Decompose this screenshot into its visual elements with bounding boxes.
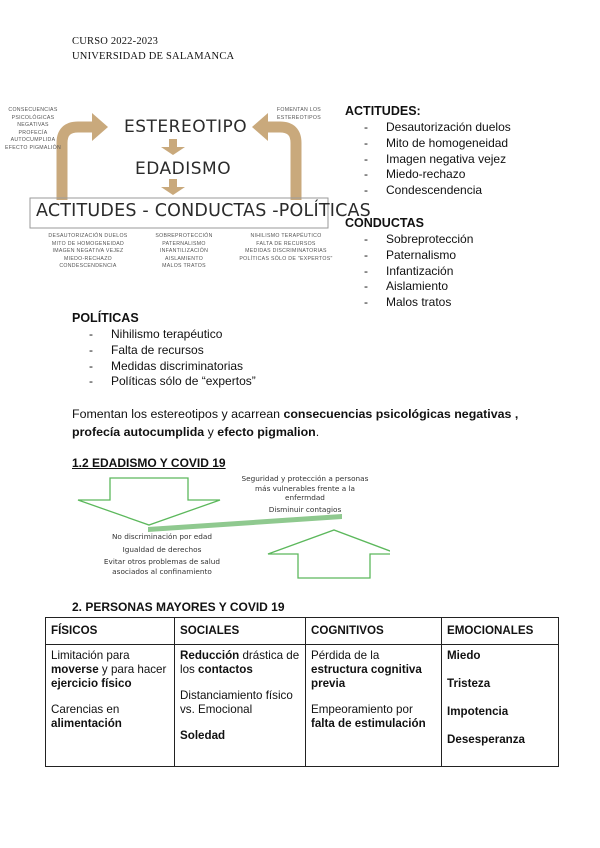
list-item: - Aislamiento: [364, 279, 473, 295]
list-item: - Nihilismo terapéutico: [89, 327, 256, 343]
ageism-diagram: [0, 95, 371, 295]
list-item: - Condescendencia: [364, 183, 511, 199]
header-cognitivos: COGNITIVOS: [306, 618, 442, 645]
actions-row-label: ACTITUDES - CONDUCTAS -POLÍTICAS: [36, 201, 371, 221]
list-item: - Medidas discriminatorias: [89, 359, 256, 375]
attitudes-column: DESAUTORIZACIÓN DUELOS MITO DE HOMOGENEIDAD IMAGEN NEGATIVA VEJEZ MIEDO-RECHAZO CONDESCENDENCIA: [48, 233, 128, 270]
cognitivos-cell: Pérdida de la estructura cognitiva previa Empeoramiento por falta de estimulación: [306, 645, 442, 767]
policies-column: NIHILISMO TERAPÉUTICO FALTA DE RECURSOS MEDIDAS DISCRIMINATORIAS POLÍTICAS SÓLO DE "EXPERTOS": [239, 233, 333, 262]
header-fisicos: FÍSICOS: [46, 618, 175, 645]
table-header-row: [46, 618, 559, 645]
behaviours-title: CONDUCTAS: [345, 216, 424, 230]
list-item: - Miedo-rechazo: [364, 167, 511, 183]
list-item: - Paternalismo: [364, 248, 473, 264]
consequences-paragraph: Fomentan los estereotipos y acarrean consecuencias psicológicas negativas , profecía autocumplida y efecto pigmalion.: [72, 407, 519, 439]
right-note: FOMENTAN LOS ESTEREOTIPOS: [276, 107, 322, 121]
list-item: - Infantización: [364, 264, 473, 280]
policies-title: POLÍTICAS: [72, 311, 139, 325]
left-note: CONSECUENCIAS PSICOLÓGICAS NEGATIVAS PROFECÍA AUTOCUMPLIDA EFECTO PIGMALIÓN: [4, 107, 61, 151]
course-label: CURSO 2022-2023: [72, 36, 159, 47]
sociales-cell: Reducción drástica de los contactos Distanciamiento físico vs. Emocional Soledad: [175, 645, 306, 767]
list-item: - Malos tratos: [364, 295, 473, 311]
protection-note: Seguridad y protección a personas más vulnerables frente a la enfermdad: [241, 474, 369, 502]
header-sociales: SOCIALES: [175, 618, 306, 645]
list-item: - Desautorización duelos: [364, 120, 511, 136]
policies-list: [89, 327, 256, 390]
emocionales-cell: Miedo Tristeza Impotencia Desesperanza: [442, 645, 559, 767]
header-emocionales: EMOCIONALES: [442, 618, 559, 645]
covid-section-title: 1.2 EDADISMO Y COVID 19: [72, 456, 226, 470]
attitudes-title: ACTITUDES:: [345, 104, 421, 118]
elderly-impact-table: [45, 617, 559, 767]
list-item: - Imagen negativa vejez: [364, 152, 511, 168]
elderly-section-title: 2. PERSONAS MAYORES Y COVID 19: [72, 600, 285, 614]
fisicos-cell: Limitación para moverse y para hacer ejercicio físico Carencias en alimentación: [46, 645, 175, 767]
stereotype-label: ESTEREOTIPO: [124, 117, 248, 137]
behaviours-list: [364, 232, 473, 311]
minimize-note: Disminuir contagios: [268, 505, 342, 514]
attitudes-list: [364, 120, 511, 199]
ageism-label: EDADISMO: [135, 159, 232, 179]
list-item: - Mito de homogeneidad: [364, 136, 511, 152]
list-item: - Falta de recursos: [89, 343, 256, 359]
list-item: - Políticas sólo de “expertos”: [89, 374, 256, 390]
behaviours-column: SOBREPROTECCIÓN PATERNALISMO INFANTILIZACIÓN AISLAMIENTO MALOS TRATOS: [155, 233, 213, 270]
covid-diagram: [70, 470, 390, 585]
university-label: UNIVERSIDAD DE SALAMANCA: [72, 51, 235, 62]
list-item: - Sobreprotección: [364, 232, 473, 248]
table-row: [46, 645, 559, 767]
rights-notes: No discriminación por edad Igualdad de derechos Evitar otros problemas de salud asociados al confinamiento: [103, 532, 221, 576]
